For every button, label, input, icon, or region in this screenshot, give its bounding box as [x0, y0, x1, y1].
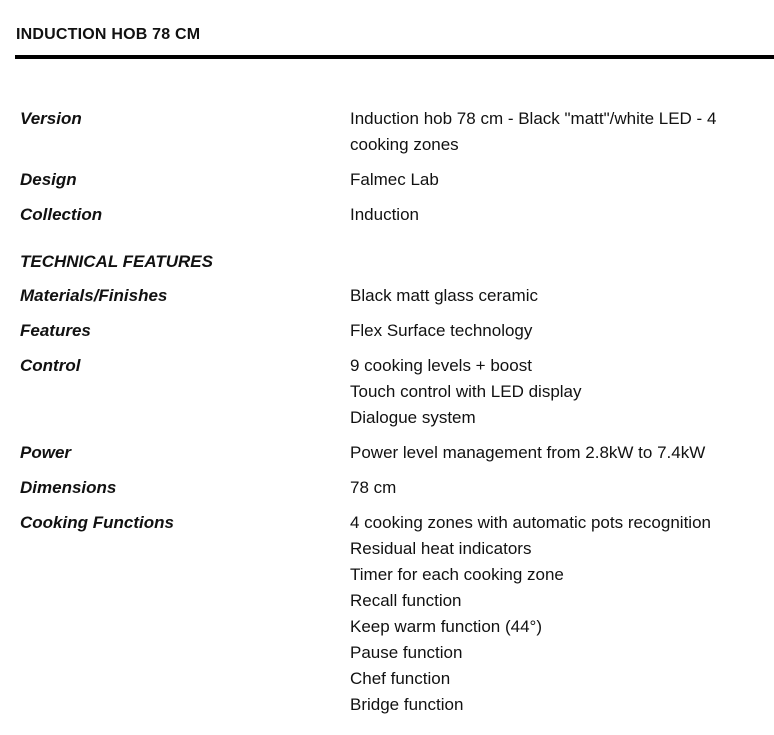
spec-value-line: Induction hob 78 cm - Black "matt"/white LED - 4 cooking zones	[350, 109, 717, 154]
spec-value-line: Induction	[350, 205, 419, 224]
spec-row	[20, 202, 770, 228]
spec-value-line: Black matt glass ceramic	[350, 286, 538, 305]
spec-value-line: 9 cooking levels + boost	[350, 356, 532, 375]
spec-label: Control	[20, 356, 81, 375]
spec-label: Cooking Functions	[20, 513, 174, 532]
spec-value-line: Recall function	[350, 591, 462, 610]
spec-value	[350, 318, 770, 344]
spec-value	[350, 353, 770, 431]
spec-label: Collection	[20, 205, 103, 224]
spec-label: Design	[20, 170, 77, 189]
spec-row	[20, 440, 770, 466]
technical-section	[20, 283, 770, 718]
spec-value-line: Dialogue system	[350, 408, 476, 427]
general-section	[20, 106, 770, 228]
spec-row	[20, 353, 770, 431]
spec-row	[20, 167, 770, 193]
spec-value-line: Pause function	[350, 643, 463, 662]
spec-label: Power	[20, 443, 72, 462]
spec-value	[350, 106, 770, 158]
spec-value-line: Power level management from 2.8kW to 7.4kW	[350, 443, 706, 462]
spec-row	[20, 510, 770, 718]
spec-value-line: Bridge function	[350, 695, 464, 714]
spec-value-line: Touch control with LED display	[350, 382, 582, 401]
spec-value-line: Chef function	[350, 669, 451, 688]
spec-label: Dimensions	[20, 478, 117, 497]
spec-label: Features	[20, 321, 91, 340]
title-divider	[15, 55, 774, 59]
spec-label: Version	[20, 109, 82, 128]
spec-value-line: 4 cooking zones with automatic pots recognition	[350, 513, 711, 532]
spec-table	[20, 106, 770, 727]
spec-value-line: 78 cm	[350, 478, 397, 497]
spec-value	[350, 510, 770, 718]
spec-label: Materials/Finishes	[20, 286, 168, 305]
spec-value-line: Falmec Lab	[350, 170, 439, 189]
spec-value	[350, 440, 770, 466]
spec-row	[20, 283, 770, 309]
spec-value	[350, 475, 770, 501]
spec-header	[15, 25, 774, 59]
spec-value-line: Keep warm function (44°)	[350, 617, 542, 636]
spec-value	[350, 167, 770, 193]
spec-value-line: Flex Surface technology	[350, 321, 533, 340]
spec-value-line: Timer for each cooking zone	[350, 565, 564, 584]
spec-value	[350, 283, 770, 309]
spec-row	[20, 475, 770, 501]
page-title: INDUCTION HOB 78 CM	[16, 26, 201, 43]
spec-row	[20, 106, 770, 158]
spec-value-line: Residual heat indicators	[350, 539, 532, 558]
spec-value	[350, 202, 770, 228]
technical-features-heading: TECHNICAL FEATURES	[20, 252, 213, 271]
spec-row	[20, 318, 770, 344]
